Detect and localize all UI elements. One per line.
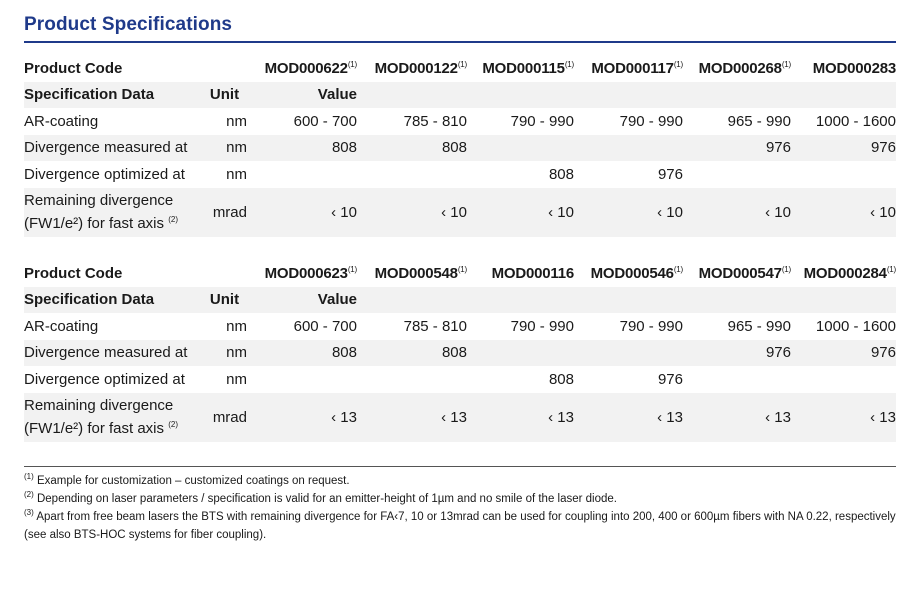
cell-value: 790 - 990 [619,112,683,130]
cell-value: ‹ 10 [357,188,467,237]
cell-value: 790 - 990 [619,317,683,335]
row-unit: nm [226,112,247,130]
unit-header: Unit [202,82,247,109]
table-row [24,161,896,188]
table-row [24,313,896,340]
footnotes [24,472,898,544]
product-code: MOD000116 [491,264,574,282]
spec-data-header: Specification Data [24,287,202,314]
cell-value [683,161,791,188]
table-row [24,340,896,367]
cell-value: ‹ 10 [467,188,574,237]
title-divider [24,41,896,43]
row-label: Remaining divergence (FW1/e²) for fast axis $^{(2)}$ [24,393,202,442]
cell-value: 808 [247,135,357,162]
cell-value: 1000 - 1600 [815,112,896,130]
value-header: Value [247,287,357,314]
cell-value: 785 - 810 [403,317,467,335]
table-row [24,135,896,162]
product-code: MOD000122$^{(1)}$ [374,59,467,77]
product-code: MOD000623$^{(1)}$ [264,264,357,282]
row-unit: nm [202,135,247,162]
cell-value: ‹ 10 [791,188,896,237]
cell-value [357,161,467,188]
product-code-row [24,260,896,287]
product-code: MOD000548$^{(1)}$ [374,264,467,282]
cell-value: ‹ 13 [683,393,791,442]
cell-value [467,135,574,162]
footnote: $^{(2)}$ Depending on laser parameters / specification is valid for an emitter-height of 1µm and no smile of the laser diode. [24,490,617,505]
cell-value: 600 - 700 [293,112,357,130]
cell-value [574,135,683,162]
row-unit: nm [226,370,247,388]
row-unit: mrad [202,393,247,442]
cell-value: ‹ 13 [574,393,683,442]
cell-value: ‹ 10 [247,188,357,237]
table-row [24,393,896,442]
table-row [24,108,896,135]
table-row [24,366,896,393]
spec-table-1 [24,55,896,237]
product-code: MOD000546$^{(1)}$ [590,264,683,282]
footnote-divider [24,466,896,467]
row-unit: mrad [202,188,247,237]
cell-value: 808 [247,340,357,367]
spec-header-row [24,287,896,314]
row-unit: nm [226,317,247,335]
product-code: MOD000115$^{(1)}$ [482,59,574,77]
cell-value: 1000 - 1600 [815,317,896,335]
footnote: $^{(1)}$ Example for customization – customized coatings on request. [24,472,350,487]
cell-value: 976 [683,135,791,162]
row-label: Divergence measured at [24,340,202,367]
cell-value [574,340,683,367]
spec-data-header: Specification Data [24,82,202,109]
cell-value [467,340,574,367]
cell-value: 808 [357,135,467,162]
cell-value: 808 [548,370,574,388]
cell-value [247,366,357,393]
cell-value: 808 [357,340,467,367]
footnote: $^{(3)}$ Apart from free beam lasers the BTS with remaining divergence for FA‹7, 10 or 13mrad can be used for coupling into 200, 400 or 600µm fibers with NA 0.22, respectively (see also BTS-HOC systems for fiber coupling). [24,508,896,541]
cell-value [683,366,791,393]
cell-value [791,366,896,393]
cell-value: 976 [791,340,896,367]
page-title: Product Specifications [24,14,233,35]
cell-value: 976 [657,165,683,183]
spec-table-2 [24,260,896,442]
cell-value: ‹ 13 [467,393,574,442]
cell-value: ‹ 13 [357,393,467,442]
product-code: MOD000283 [812,59,896,77]
row-label: Remaining divergence (FW1/e²) for fast axis $^{(2)}$ [24,188,202,237]
unit-header: Unit [202,287,247,314]
product-code-row [24,55,896,82]
cell-value: 790 - 990 [510,317,574,335]
cell-value [247,161,357,188]
cell-value: 965 - 990 [727,112,791,130]
table-row [24,188,896,237]
cell-value: 808 [548,165,574,183]
value-header: Value [247,82,357,109]
cell-value: 785 - 810 [403,112,467,130]
product-code: MOD000268$^{(1)}$ [698,59,791,77]
product-code: MOD000117$^{(1)}$ [591,59,683,77]
cell-value: 976 [683,340,791,367]
cell-value: 976 [791,135,896,162]
product-code-label: Product Code [24,264,123,282]
row-unit: nm [226,165,247,183]
product-code: MOD000547$^{(1)}$ [698,264,791,282]
cell-value: ‹ 10 [574,188,683,237]
product-code: MOD000284$^{(1)}$ [803,264,896,282]
row-label: Divergence optimized at [24,165,185,183]
cell-value: ‹ 10 [683,188,791,237]
spec-header-row [24,82,896,109]
product-code: MOD000622$^{(1)}$ [264,59,357,77]
cell-value [791,161,896,188]
cell-value [357,366,467,393]
cell-value: 976 [657,370,683,388]
cell-value: ‹ 13 [247,393,357,442]
cell-value: 965 - 990 [727,317,791,335]
product-code-label: Product Code [24,59,123,77]
row-label: Divergence optimized at [24,370,185,388]
row-label: AR-coating [24,112,99,130]
cell-value: ‹ 13 [791,393,896,442]
cell-value: 790 - 990 [510,112,574,130]
row-unit: nm [202,340,247,367]
cell-value: 600 - 700 [293,317,357,335]
row-label: AR-coating [24,317,99,335]
row-label: Divergence measured at [24,135,202,162]
